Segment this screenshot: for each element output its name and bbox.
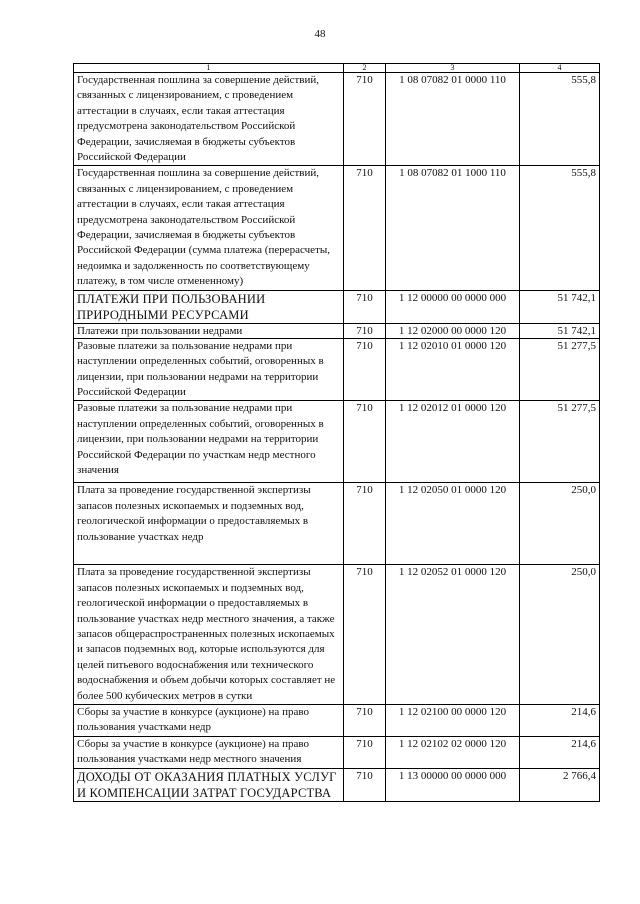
admin-code: 710 — [344, 704, 386, 736]
table-row — [74, 290, 600, 323]
budget-classification-code: 1 12 00000 00 0000 000 — [386, 290, 520, 323]
amount: 555,8 — [520, 166, 600, 290]
table-row — [74, 323, 600, 338]
amount: 555,8 — [520, 73, 600, 166]
amount: 214,6 — [520, 704, 600, 736]
column-number: 1 — [74, 64, 344, 73]
admin-code: 710 — [344, 736, 386, 768]
admin-code: 710 — [344, 290, 386, 323]
amount: 250,0 — [520, 483, 600, 565]
amount: 2 766,4 — [520, 768, 600, 801]
admin-code: 710 — [344, 565, 386, 705]
column-number: 4 — [520, 64, 600, 73]
admin-code: 710 — [344, 73, 386, 166]
table-row — [74, 736, 600, 768]
budget-classification-code: 1 12 02012 01 0000 120 — [386, 401, 520, 483]
table-row — [74, 565, 600, 705]
admin-code: 710 — [344, 338, 386, 401]
admin-code: 710 — [344, 483, 386, 565]
table-row — [74, 166, 600, 290]
table-row — [74, 704, 600, 736]
budget-classification-code: 1 12 02010 01 0000 120 — [386, 338, 520, 401]
admin-code: 710 — [344, 323, 386, 338]
revenue-name: ДОХОДЫ ОТ ОКАЗАНИЯ ПЛАТНЫХ УСЛУГ И КОМПЕНСАЦИИ ЗАТРАТ ГОСУДАРСТВА — [74, 768, 344, 801]
revenue-name: Государственная пошлина за совершение действий, связанных с лицензированием, с проведением аттестации в случаях, если такая аттестация предусмотрена законодательством Российской Федерации, зачисляемая в бюджеты субъектов Российской Федерации — [74, 73, 344, 166]
admin-code: 710 — [344, 768, 386, 801]
amount: 250,0 — [520, 565, 600, 705]
admin-code: 710 — [344, 166, 386, 290]
revenue-name: Плата за проведение государственной экспертизы запасов полезных ископаемых и подземных вод, геологической информации о предоставляемых в пользование участках недр — [74, 483, 344, 565]
page-number: 48 — [314, 28, 326, 40]
table-row — [74, 401, 600, 483]
revenue-name: Платежи при пользовании недрами — [74, 323, 344, 338]
budget-classification-code: 1 13 00000 00 0000 000 — [386, 768, 520, 801]
revenue-name: Разовые платежи за пользование недрами при наступлении определенных событий, оговоренных в лицензии, при пользовании недрами на территории Российской Федерации по участкам недр местного значения — [74, 401, 344, 483]
amount: 51 742,1 — [520, 323, 600, 338]
amount: 214,6 — [520, 736, 600, 768]
revenue-name: Сборы за участие в конкурсе (аукционе) на право пользования участками недр — [74, 704, 344, 736]
amount: 51 277,5 — [520, 401, 600, 483]
amount: 51 742,1 — [520, 290, 600, 323]
revenue-table — [73, 63, 600, 802]
budget-classification-code: 1 08 07082 01 1000 110 — [386, 166, 520, 290]
table-row — [74, 768, 600, 801]
amount: 51 277,5 — [520, 338, 600, 401]
revenue-name: Сборы за участие в конкурсе (аукционе) на право пользования участками недр местного значения — [74, 736, 344, 768]
budget-classification-code: 1 12 02050 01 0000 120 — [386, 483, 520, 565]
table-row — [74, 483, 600, 565]
budget-classification-code: 1 12 02000 00 0000 120 — [386, 323, 520, 338]
table-row — [74, 73, 600, 166]
column-number-row — [74, 64, 600, 73]
budget-classification-code: 1 08 07082 01 0000 110 — [386, 73, 520, 166]
budget-classification-code: 1 12 02052 01 0000 120 — [386, 565, 520, 705]
revenue-name: Разовые платежи за пользование недрами при наступлении определенных событий, оговоренных в лицензии, при пользовании недрами на территории Российской Федерации — [74, 338, 344, 401]
revenue-name: ПЛАТЕЖИ ПРИ ПОЛЬЗОВАНИИ ПРИРОДНЫМИ РЕСУРСАМИ — [74, 290, 344, 323]
column-number: 3 — [386, 64, 520, 73]
admin-code: 710 — [344, 401, 386, 483]
budget-classification-code: 1 12 02100 00 0000 120 — [386, 704, 520, 736]
budget-classification-code: 1 12 02102 02 0000 120 — [386, 736, 520, 768]
column-number: 2 — [344, 64, 386, 73]
revenue-name: Плата за проведение государственной экспертизы запасов полезных ископаемых и подземных вод, геологической информации о предоставляемых в пользование участках недр местного значения, а также запасов общераспространенных полезных ископаемых и запасов подземных вод, которые используются для целей питьевого водоснабжения или технического водоснабжения и объем добычи которых составляет не более 500 кубических метров в сутки — [74, 565, 344, 705]
table-row — [74, 338, 600, 401]
revenue-name: Государственная пошлина за совершение действий, связанных с лицензированием, с проведением аттестации в случаях, если такая аттестация предусмотрена законодательством Российской Федерации, зачисляемая в бюджеты субъектов Российской Федерации (сумма платежа (перерасчеты, недоимка и задолженность по соответствующему платежу, в том числе отмененному) — [74, 166, 344, 290]
